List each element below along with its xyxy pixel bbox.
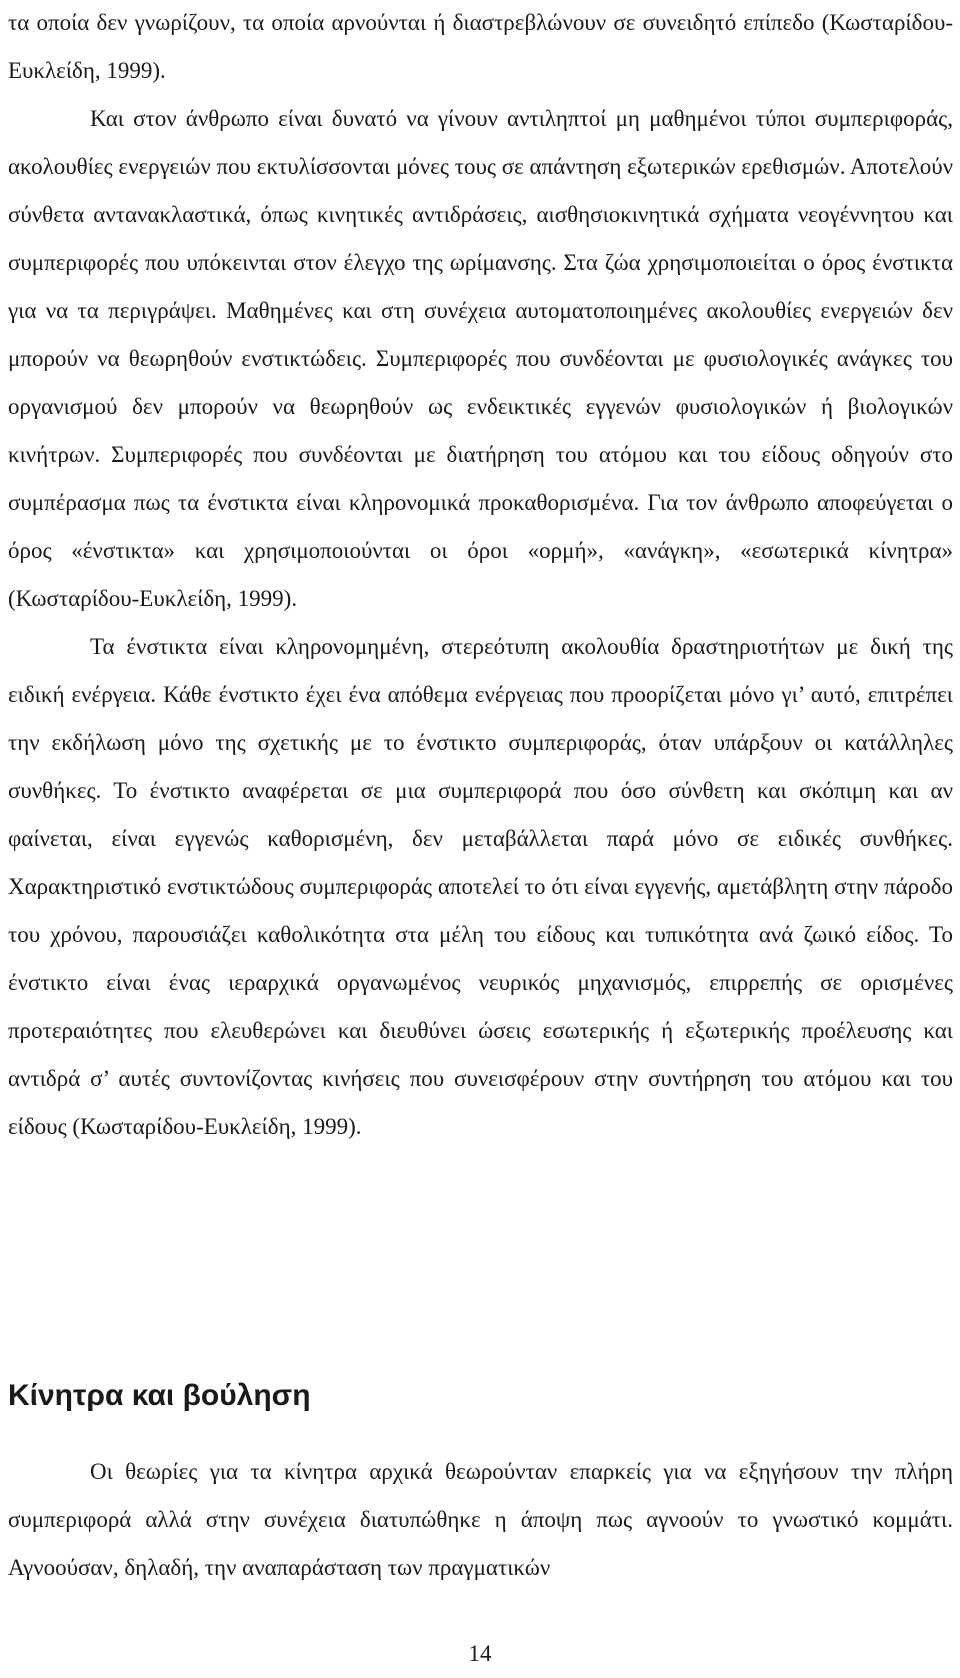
paragraph-instincts-definition: Τα ένστικτα είναι κληρονομημένη, στερεότυπη ακολουθία δραστηριοτήτων με δική της ειδική ενέργεια. Κάθε ένστικτο έχει ένα απόθεμα ενέργειας που προορίζεται μόνο γι’ αυτό, επιτρέπει την εκδήλωση μόνο της σχετικής με το ένστικτο συμπεριφοράς, όταν υπάρξουν οι κατάλληλες συνθήκες. Το ένστικτο αναφέρεται σε μια συμπεριφορά που όσο σύνθετη και σκόπιμη και αν φαίνεται, είναι εγγενώς καθορισμένη, δεν μεταβάλλεται παρά μόνο σε ειδικές συνθήκες. Χαρακτηριστικό ενστικτώδους συμπεριφοράς αποτελεί το ότι είναι εγγενής, αμετάβλητη στην πάροδο του χρόνου, παρουσιάζει καθολικότητα στα μέλη του είδους και τυπικότητα ανά ζωικό είδος. Το ένστικτο είναι ένας ιεραρχικά οργανωμένος νευρικός μηχανισμός, επιρρεπής σε ορισμένες προτεραιότητες που ελευθερώνει και διευθύνει ώσεις εσωτερικής ή εξωτερικής προέλευσης και αντιδρά σ’ αυτές συντονίζοντας κινήσεις που συνεισφέρουν στην συντήρηση του ατόμου και του είδους (Κωσταρίδου-Ευκλείδη, 1999).: [8, 634, 953, 1139]
paragraph-continuation: τα οποία δεν γνωρίζουν, τα οποία αρνούνται ή διαστρεβλώνουν σε συνειδητό επίπεδο (Κωσταρίδου-Ευκλείδη, 1999).: [8, 10, 953, 83]
document-body: [8, 0, 953, 1151]
page-number: 14: [468, 1641, 492, 1666]
section-body: [8, 1448, 953, 1592]
paragraph-instincts-humans: Και στον άνθρωπο είναι δυνατό να γίνουν αντιληπτοί μη μαθημένοι τύποι συμπεριφοράς, ακολουθίες ενεργειών που εκτυλίσσονται μόνες τους σε απάντηση εξωτερικών ερεθισμών. Αποτελούν σύνθετα αντανακλαστικά, όπως κινητικές αντιδράσεις, αισθησιοκινητικά σχήματα νεογέννητου και συμπεριφορές που υπόκεινται στον έλεγχο της ωρίμανσης. Στα ζώα χρησιμοποιείται ο όρος ένστικτα για να τα περιγράψει. Μαθημένες και στη συνέχεια αυτοματοποιημένες ακολουθίες ενεργειών δεν μπορούν να θεωρηθούν ενστικτώδεις. Συμπεριφορές που συνδέονται με φυσιολογικές ανάγκες του οργανισμού δεν μπορούν να θεωρηθούν ως ενδεικτικές εγγενών φυσιολογικών ή βιολογικών κινήτρων. Συμπεριφορές που συνδέονται με διατήρηση του ατόμου και του είδους οδηγούν στο συμπέρασμα πως τα ένστικτα είναι κληρονομικά προκαθορισμένα. Για τον άνθρωπο αποφεύγεται ο όρος «ένστικτα» και χρησιμοποιούνται οι όροι «ορμή», «ανάγκη», «εσωτερικά κίνητρα» (Κωσταρίδου-Ευκλείδη, 1999).: [8, 106, 953, 611]
section-heading: Κίνητρα και βούληση: [8, 1379, 311, 1412]
paragraph-motives: Οι θεωρίες για τα κίνητρα αρχικά θεωρούνταν επαρκείς για να εξηγήσουν την πλήρη συμπεριφορά αλλά στην συνέχεια διατυπώθηκε η άποψη πως αγνοούν το γνωστικό κομμάτι. Αγνοούσαν, δηλαδή, την αναπαράσταση των πραγματικών: [8, 1459, 953, 1580]
